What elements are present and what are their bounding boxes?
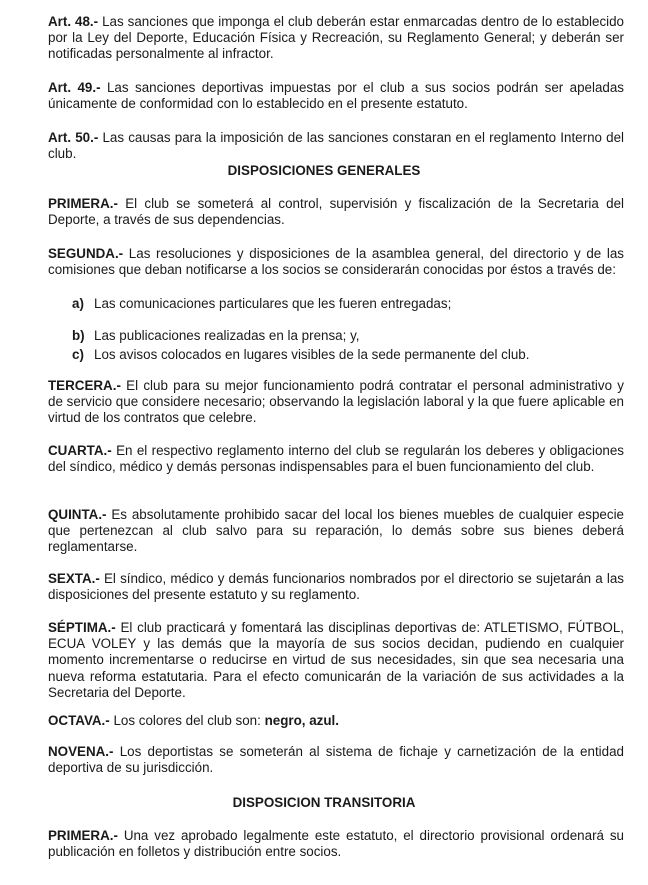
disposicion-label: SÉPTIMA.-: [48, 620, 116, 635]
disposicion-sexta: [48, 571, 624, 603]
disposicion-label: CUARTA.-: [48, 443, 112, 458]
disposicion-label: TERCERA.-: [48, 378, 121, 393]
disposicion-text: En el respectivo reglamento interno del club se regularán los deberes y obligaciones del síndico, médico y demás personas indispensables para el buen funcionamiento del club.: [48, 443, 624, 475]
section-heading-transitoria: DISPOSICION TRANSITORIA: [232, 795, 416, 810]
article-49: [48, 80, 624, 112]
list-marker: a): [72, 296, 84, 311]
disposicion-label: SEGUNDA.-: [48, 246, 124, 261]
transitoria-primera: [48, 828, 624, 860]
article-text: Las causas para la imposición de las sanciones constaran en el reglamento Interno del club.: [48, 130, 624, 162]
disposicion-text: El club practicará y fomentará las disciplinas deportivas de: ATLETISMO, FÚTBOL, ECUA VOLEY y las demás que la mayoría de sus socios decidan, pudiendo en cualquier momento incrementarse o reducirse en virtud de sus necesidades, sin que sea necesaria una nueva reforma estatutaria. Para el efecto comunicarán de la variación de sus actividades a la Secretaria del Deporte.: [48, 620, 624, 700]
disposicion-cuarta: [48, 443, 624, 475]
disposicion-text: El club se someterá al control, supervisión y fiscalización de la Secretaria del Deporte, a través de sus dependencias.: [48, 196, 624, 228]
list-item-a: [72, 296, 624, 312]
disposicion-label: NOVENA.-: [48, 744, 114, 759]
list-item-c: [72, 347, 624, 363]
article-label: Art. 50.-: [48, 130, 99, 145]
disposicion-label: OCTAVA.-: [48, 713, 110, 728]
article-text: Las sanciones deportivas impuestas por el club a sus socios podrán ser apeladas únicamente de conformidad con lo establecido en el presente estatuto.: [48, 80, 624, 112]
disposicion-tercera: [48, 378, 624, 427]
disposicion-text: Una vez aprobado legalmente este estatuto, el directorio provisional ordenará su publicación en folletos y distribución entre socios.: [48, 828, 624, 860]
list-marker: b): [72, 328, 85, 343]
disposicion-text: El síndico, médico y demás funcionarios nombrados por el directorio se sujetarán a las disposiciones del presente estatuto y su reglamento.: [48, 571, 624, 603]
article-48: [48, 14, 624, 63]
section-heading-generales: DISPOSICIONES GENERALES: [227, 163, 421, 178]
disposicion-quinta: [48, 507, 624, 556]
disposicion-text: Los deportistas se someterán al sistema de fichaje y carnetización de la entidad deportiva de su jurisdicción.: [48, 744, 624, 776]
list-item-b: [72, 328, 624, 344]
disposicion-label: SEXTA.-: [48, 571, 100, 586]
article-label: Art. 49.-: [48, 80, 101, 95]
article-text: Las sanciones que imponga el club deberán estar enmarcadas dentro de lo establecido por la Ley del Deporte, Educación Física y Recreación, su Reglamento General; y deberán ser notificadas personalmente al infractor.: [48, 14, 625, 62]
list-marker: c): [72, 347, 84, 362]
article-label: Art. 48.-: [48, 14, 99, 29]
disposicion-text: Es absolutamente prohibido sacar del local los bienes muebles de cualquier especie que pertenezcan al club salvo para su reparación, lo demás sobre sus bienes deberá reglamentarse.: [48, 507, 624, 555]
article-50: [48, 130, 624, 162]
disposicion-text: Las resoluciones y disposiciones de la asamblea general, del directorio y de las comisiones que deban notificarse a los socios se considerarán conocidas por éstos a través de:: [48, 246, 624, 278]
club-colors: negro, azul.: [264, 713, 339, 728]
disposicion-novena: [48, 744, 624, 776]
disposicion-segunda: [48, 246, 624, 278]
disposicion-label: PRIMERA.-: [48, 196, 118, 211]
disposicion-text: Los colores del club son:: [109, 713, 265, 728]
disposicion-septima: [48, 620, 624, 701]
list-text: Los avisos colocados en lugares visibles de la sede permanente del club.: [94, 347, 530, 362]
disposicion-text: El club para su mejor funcionamiento podrá contratar el personal administrativo y de servicio que considere necesario; observando la legislación laboral y la que fuere aplicable en virtud de los contratos que celebre.: [48, 378, 624, 426]
disposicion-label: QUINTA.-: [48, 507, 107, 522]
list-text: Las publicaciones realizadas en la prensa; y,: [94, 328, 360, 343]
disposicion-primera: [48, 196, 624, 228]
disposicion-octava: [48, 713, 624, 729]
list-text: Las comunicaciones particulares que les fueren entregadas;: [94, 296, 452, 311]
disposicion-label: PRIMERA.-: [48, 828, 118, 843]
